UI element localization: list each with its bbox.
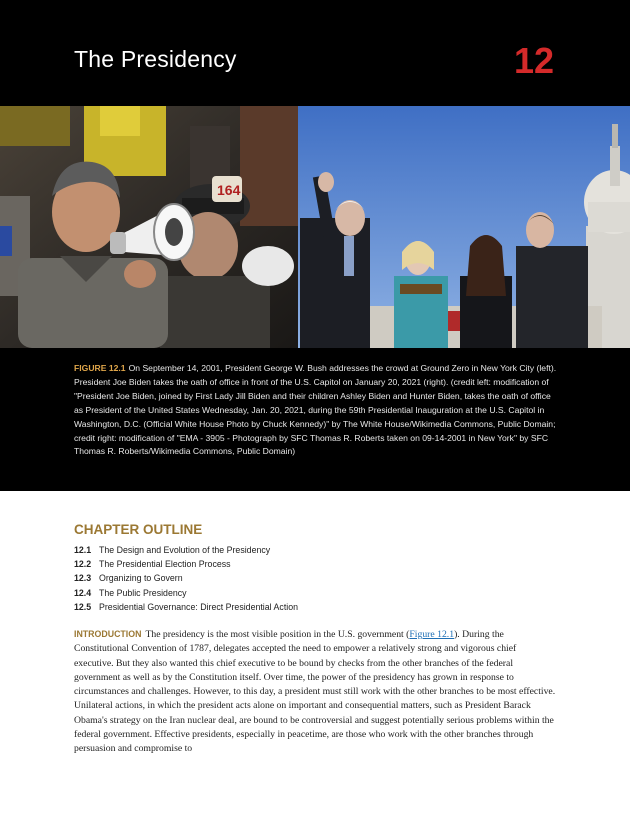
figure-caption-band [0, 348, 630, 491]
chapter-title: The Presidency [74, 46, 237, 72]
outline-item-title: The Public Presidency [99, 587, 187, 598]
outline-item[interactable] [74, 571, 298, 585]
chapter-header [0, 0, 630, 106]
chapter-number: 12 [513, 40, 554, 81]
outline-item[interactable] [74, 557, 298, 571]
chapter-outline-list [74, 543, 298, 614]
figure-label: FIGURE 12.1 [74, 363, 126, 373]
outline-item[interactable] [74, 543, 298, 557]
figure-caption [74, 362, 560, 459]
outline-item-title: Presidential Governance: Direct Presidential Action [99, 601, 299, 612]
outline-item[interactable] [74, 600, 298, 614]
introduction-paragraph [74, 627, 558, 757]
outline-item-title: Organizing to Govern [99, 573, 183, 584]
outline-item-number: 12.1 [74, 545, 92, 555]
outline-item-number: 12.3 [74, 573, 92, 584]
figure-caption-text: On September 14, 2001, President George W. Bush addresses the crowd at Ground Zero in New York City (left). President Joe Biden takes the oath of office in front of the U.S. Capitol on January 20, 2021 (right). (credit left: modification of "President Joe Biden, joined by First Lady Jill Biden and their children Ashley Biden and Hunter Biden, takes the oath of office as President of the United States Wednesday, Jan. 20, 2021, during the 59th Presidential Inauguration at the U.S. Capitol in Washington, D.C. (Official White House Photo by Chuck Kennedy)" by The White House/Wikimedia Commons, Public Domain; credit right: modification of "EMA - 3905 - Photograph by SFC Thomas R. Roberts taken on 09-14-2001 in New York" by SFC Thomas R. Roberts/Wikimedia Commons, Public Domain) [74, 363, 557, 457]
introduction-label: INTRODUCTION [74, 629, 142, 639]
intro-text-start: The presidency is the most visible position in the U.S. government ( [145, 629, 410, 640]
outline-item-title: The Design and Evolution of the Presidency [99, 545, 271, 555]
inauguration-photo [298, 106, 630, 348]
intro-text-rest: ). During the Constitutional Convention of 1787, delegates accepted the need to empower a relatively strong and vigorous chief executive. But they also wanted this chief executive to be bound by checks from the other branches of the federal government as well as by the Constitution itself. Over time, the power of the presidency has grown in response to circumstances and challenges. However, to this day, a president must still work with the other branches to be most effective. Unilateral actions, in which the president acts alone on important and consequential matters, such as President Barack Obama's strategy on the Iran nuclear deal, are bound to be controversial and suggest potentially serious problems within the federal government. Effective presidents, especially in peacetime, are those who work with the other branches through persuasion and compromise to [74, 629, 556, 755]
figure-link[interactable]: Figure 12.1 [409, 629, 455, 640]
helmet-number: 164 [217, 182, 241, 198]
outline-item-number: 12.2 [74, 559, 92, 570]
outline-item-title: The Presidential Election Process [99, 559, 231, 570]
figure-photos [0, 106, 630, 348]
ground-zero-photo [0, 106, 298, 348]
chapter-outline-heading: CHAPTER OUTLINE [74, 522, 203, 537]
outline-item-number: 12.5 [74, 601, 92, 612]
outline-item[interactable] [74, 586, 298, 600]
outline-item-number: 12.4 [74, 587, 92, 598]
